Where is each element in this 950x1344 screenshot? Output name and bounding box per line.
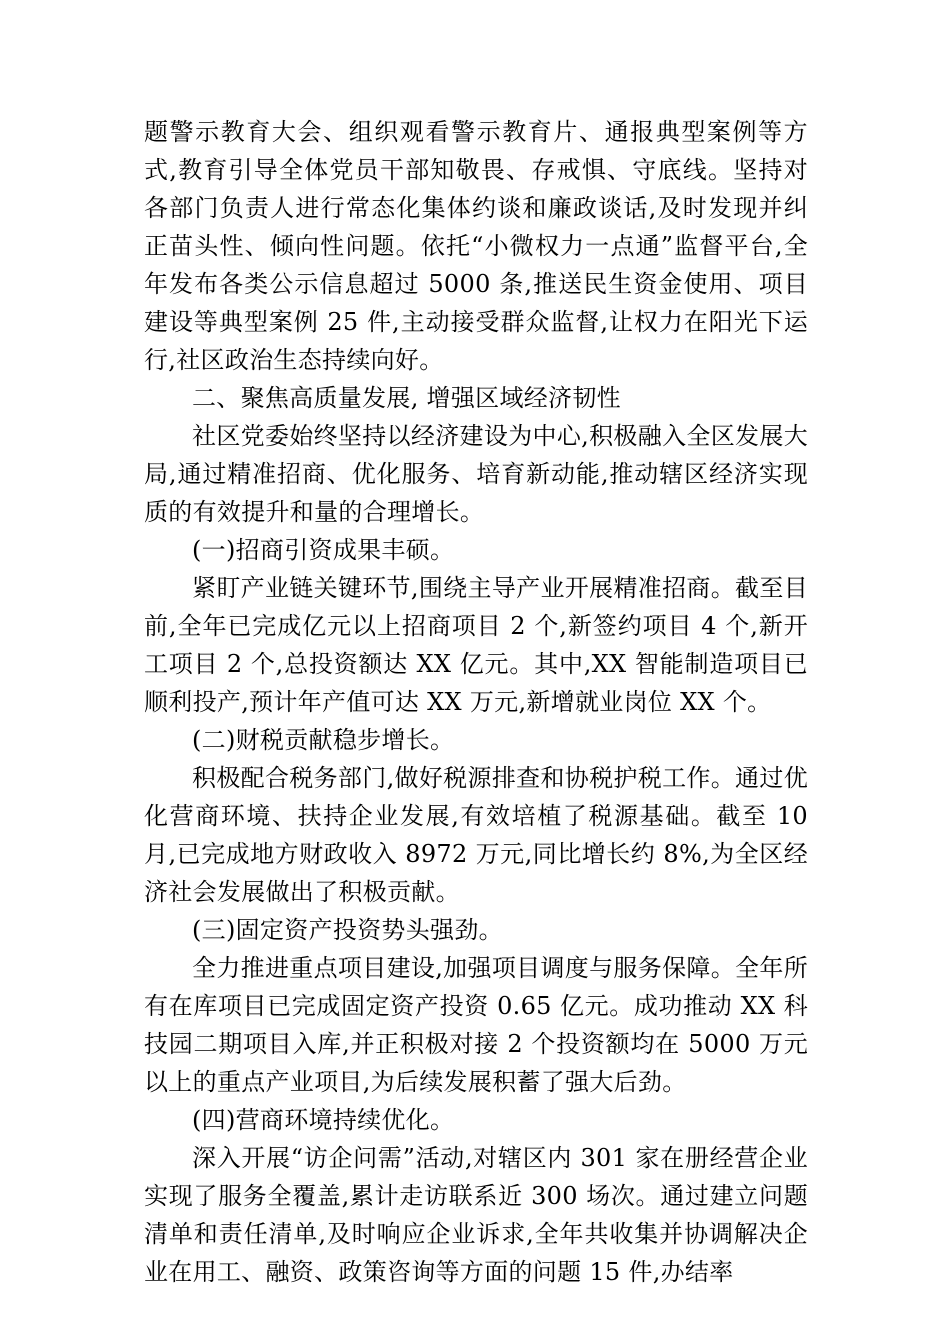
paragraph-business-environment: 深入开展“访企问需”活动,对辖区内 301 家在册经营企业实现了服务全覆盖,累计走访联系近 300 场次。通过建立问题清单和责任清单,及时响应企业诉求,全年共收集并协调解决企业在用工、融资、政策咨询等方面的问题 15 件,办结率: [144, 1144, 808, 1286]
paragraph-investment: 紧盯产业链关键环节,围绕主导产业开展精准招商。截至目前,全年已完成亿元以上招商项目 2 个,新签约项目 4 个,新开工项目 2 个,总投资额达 XX 亿元。其中,XX 智能制造项目已顺利投产,预计年产值可达 XX 万元,新增就业岗位 XX 个。: [144, 574, 808, 716]
subheading-business-environment: (四)营商环境持续优化。: [192, 1106, 455, 1134]
paragraph-fixed-assets: 全力推进重点项目建设,加强项目调度与服务保障。全年所有在库项目已完成固定资产投资 0.65 亿元。成功推动 XX 科技园二期项目入库,并正积极对接 2 个投资额均在 5000 万元以上的重点产业项目,为后续发展积蓄了强大后劲。: [144, 954, 808, 1096]
paragraph-supervision-continued: 题警示教育大会、组织观看警示教育片、通报典型案例等方式,教育引导全体党员干部知敬畏、存戒惧、守底线。坚持对各部门负责人进行常态化集体约谈和廉政谈话,及时发现并纠正苗头性、倾向性问题。依托“小微权力一点通”监督平台,全年发布各类公示信息超过 5000 条,推送民生资金使用、项目建设等典型案例 25 件,主动接受群众监督,让权力在阳光下运行,社区政治生态持续向好。: [144, 118, 808, 374]
section-heading-economy: 二、聚焦高质量发展, 增强区域经济韧性: [192, 384, 621, 412]
subheading-investment: (一)招商引资成果丰硕。: [192, 536, 455, 564]
document-page: [144, 113, 808, 1291]
paragraph-tax: 积极配合税务部门,做好税源排查和协税护税工作。通过优化营商环境、扶持企业发展,有效培植了税源基础。截至 10 月,已完成地方财政收入 8972 万元,同比增长约 8%,为全区经济社会发展做出了积极贡献。: [144, 764, 808, 906]
subheading-tax: (二)财税贡献稳步增长。: [192, 726, 455, 754]
subheading-fixed-assets: (三)固定资产投资势头强劲。: [192, 916, 503, 944]
paragraph-economy-intro: 社区党委始终坚持以经济建设为中心,积极融入全区发展大局,通过精准招商、优化服务、培育新动能,推动辖区经济实现质的有效提升和量的合理增长。: [144, 422, 808, 526]
